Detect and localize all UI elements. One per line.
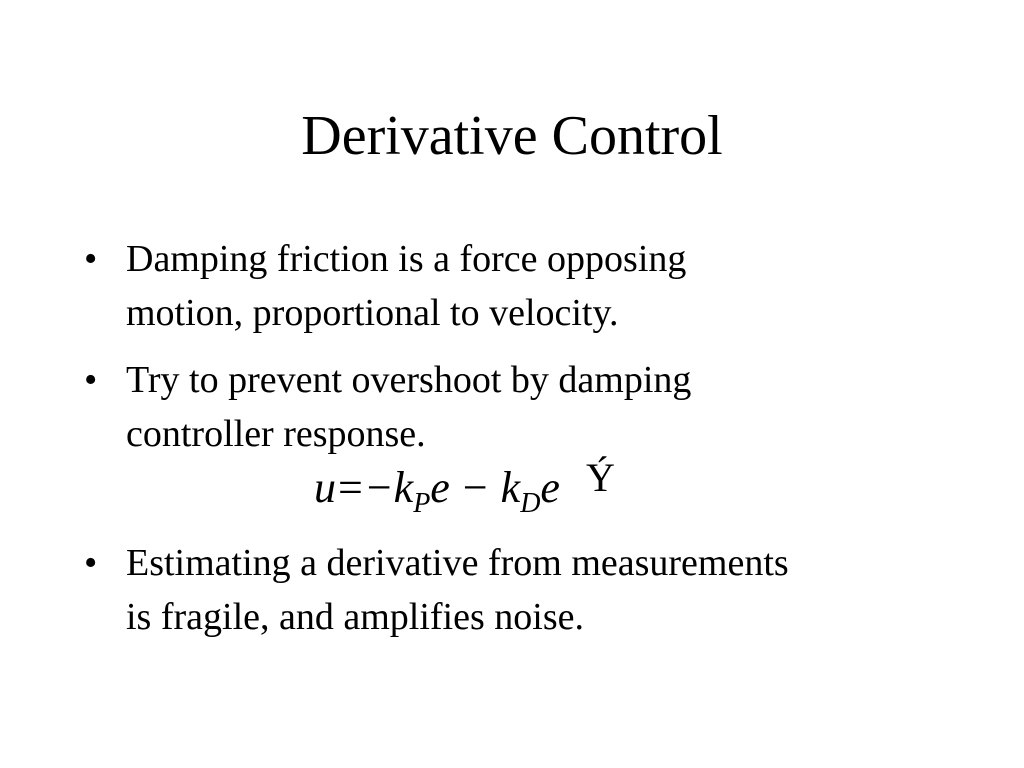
- bullet-line: Try to prevent overshoot by damping: [126, 359, 692, 401]
- eq-minus: −: [462, 463, 488, 512]
- bullet-marker: •: [84, 238, 98, 280]
- eq-k: k: [393, 463, 414, 512]
- bullet-text: [126, 536, 936, 644]
- eq-e: e: [430, 463, 450, 512]
- eq-u: u: [314, 463, 336, 512]
- eq-subscript-d: D: [520, 488, 541, 519]
- eq-k: k: [500, 463, 521, 512]
- bullet-marker: •: [84, 359, 98, 401]
- bullet-text: [126, 232, 936, 340]
- bullet-text: [126, 353, 936, 461]
- eq-minus: −: [366, 463, 392, 512]
- eq-e-derivative: e: [540, 463, 560, 512]
- bullet-line: controller response.: [126, 413, 426, 455]
- eq-subscript-p: P: [413, 488, 431, 519]
- eq-dot-glyph: Ý: [586, 455, 615, 500]
- slide-title: Derivative Control: [301, 105, 723, 167]
- bullet-line: is fragile, and amplifies noise.: [126, 596, 584, 638]
- control-law-equation: [314, 455, 615, 534]
- bullet-marker: •: [84, 542, 98, 584]
- bullet-line: Damping friction is a force opposing: [126, 238, 687, 280]
- eq-equals: =: [338, 463, 363, 512]
- bullet-line: Estimating a derivative from measurements: [126, 542, 789, 584]
- bullet-line: motion, proportional to velocity.: [126, 292, 619, 334]
